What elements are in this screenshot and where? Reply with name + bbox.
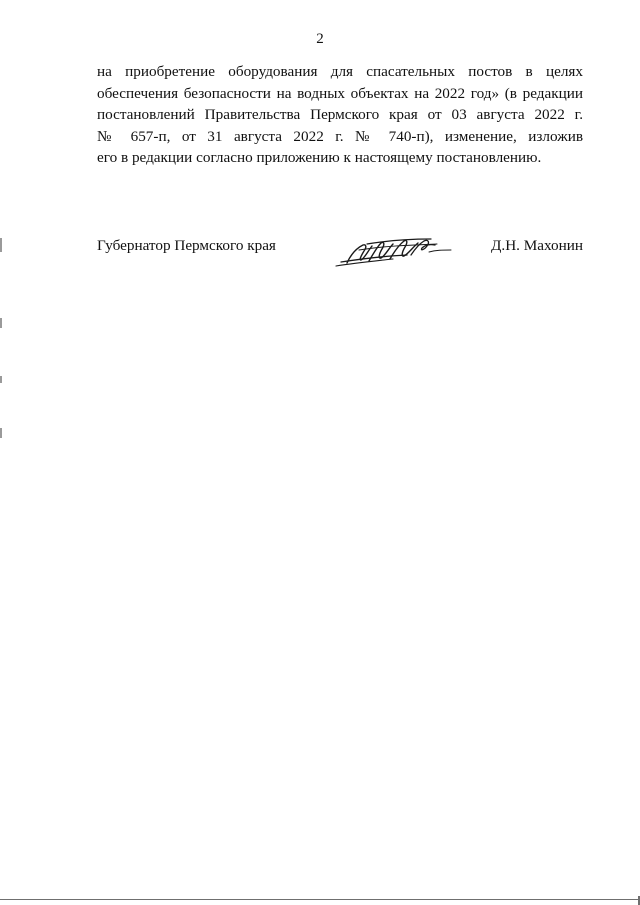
body-line: его в редакции согласно приложению к настоящему постановлению. [97, 149, 542, 166]
page-number: 2 [316, 31, 324, 47]
body-line: № 657-п, от 31 августа 2022 г. № 740-п), изменение, изложив [97, 127, 583, 145]
body-line: постановлений Правительства Пермского края от 03 августа 2022 г. [97, 106, 583, 123]
scan-edge-mark [0, 428, 2, 438]
signer-position: Губернатор Пермского края [97, 237, 276, 254]
scan-bottom-edge [0, 899, 640, 900]
handwritten-signature [333, 232, 453, 268]
scan-edge-mark [0, 376, 2, 383]
body-paragraph [97, 61, 583, 169]
body-line: на приобретение оборудования для спасательных постов в целях [97, 63, 583, 80]
signature-block [97, 232, 583, 272]
scan-edge-mark [0, 318, 2, 328]
signer-name: Д.Н. Махонин [491, 237, 583, 254]
scan-edge-mark [0, 238, 2, 252]
body-line: обеспечения безопасности на водных объектах на 2022 год» (в редакции [97, 84, 583, 102]
